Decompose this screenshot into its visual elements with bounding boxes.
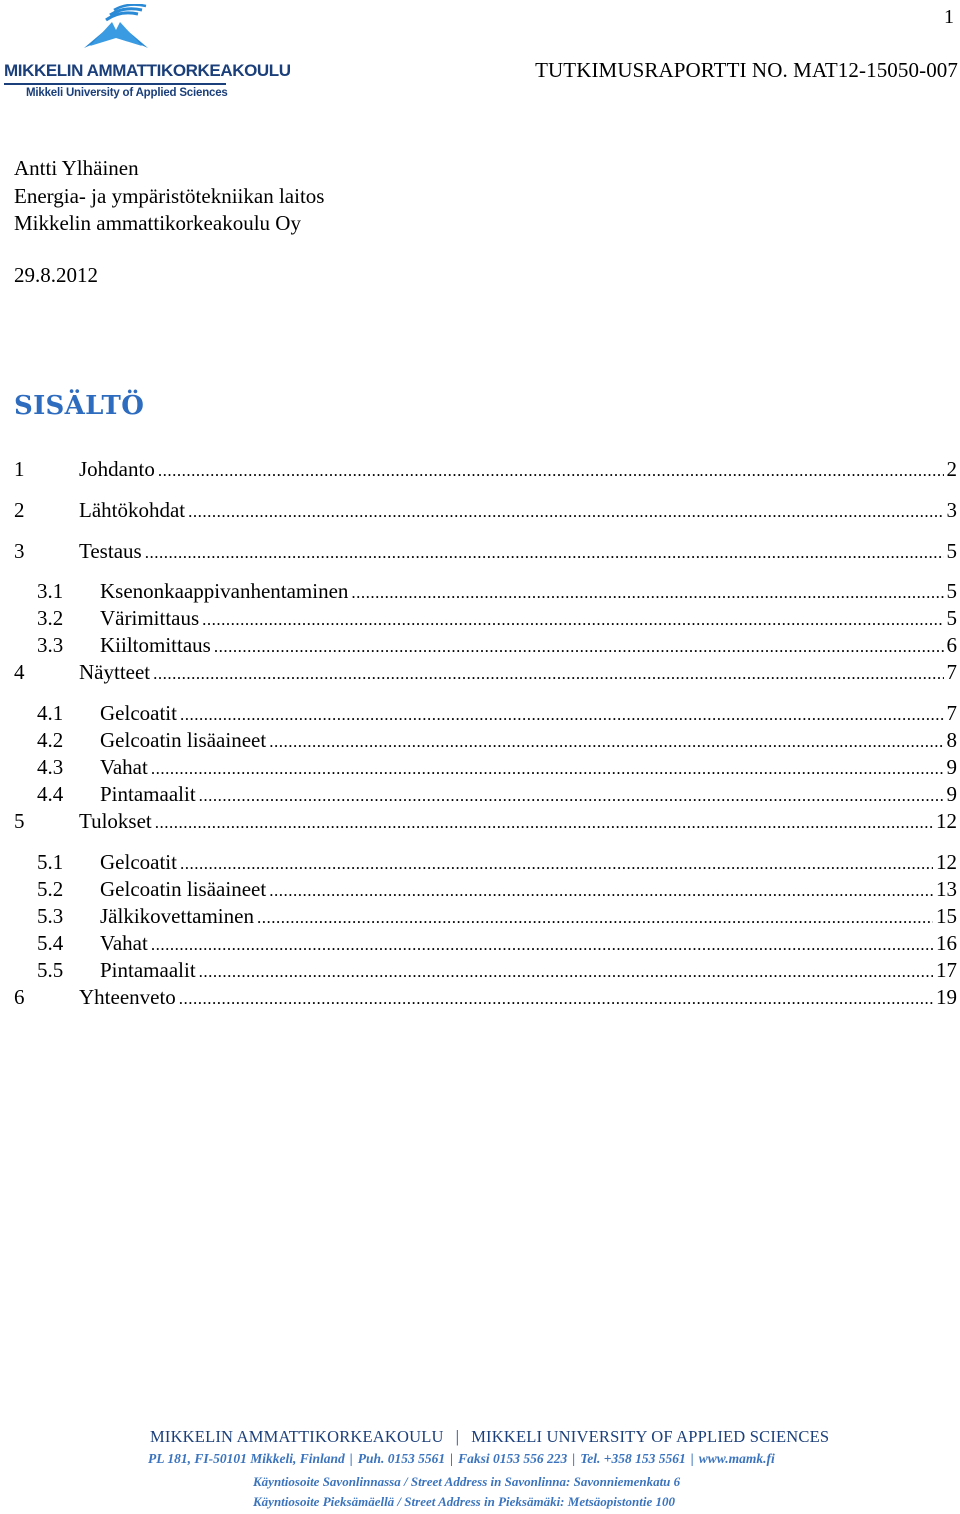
toc-entry-page: 5	[946, 579, 957, 603]
toc-entry-body	[79, 456, 957, 484]
toc-entry-title: Testaus	[79, 539, 142, 563]
toc-entry[interactable]	[0, 727, 960, 753]
footer-name-fi: MIKKELIN AMMATTIKORKEAKOULU	[150, 1427, 444, 1446]
toc-dot-leader	[269, 878, 933, 904]
toc-entry-body	[100, 605, 957, 633]
toc-entry-page: 16	[936, 931, 957, 955]
toc-heading: SISÄLTÖ	[14, 391, 145, 421]
logo-divider	[4, 83, 226, 85]
footer-tel: Tel. +358 153 5561	[580, 1451, 686, 1466]
footer-address-pieksamaki: Käyntiosoite Pieksämäellä / Street Address in Pieksämäki: Metsäopistontie 100	[253, 1494, 676, 1509]
toc-entry-title: Lähtökohdat	[79, 498, 186, 522]
toc-entry-title: Jälkikovettaminen	[100, 904, 254, 928]
toc-dot-leader	[158, 458, 944, 484]
toc-entry-number: 5.3	[37, 904, 64, 928]
toc-dot-leader	[151, 932, 933, 958]
footer-postal-address: PL 181, FI-50101 Mikkeli, Finland	[148, 1451, 345, 1466]
toc-entry-body	[79, 497, 957, 525]
footer-name-en: MIKKELI UNIVERSITY OF APPLIED SCIENCES	[471, 1427, 830, 1446]
toc-dot-leader	[155, 810, 933, 836]
toc-entry-title: Tulokset	[79, 809, 152, 833]
toc-dot-leader	[257, 905, 933, 931]
toc-entry[interactable]	[0, 605, 960, 631]
toc-entry-page: 15	[936, 904, 957, 928]
footer-web-link[interactable]: www.mamk.fi	[698, 1451, 775, 1466]
toc-entry-title: Yhteenveto	[79, 985, 176, 1009]
toc-entry-body	[100, 700, 957, 728]
footer-contact-line: PL 181, FI-50101 Mikkeli, Finland | Puh. 0153 5561 | Faksi 0153 556 223 | Tel. +358 153 5561 | www.mamk.fi	[148, 1451, 775, 1466]
toc-entry-page: 2	[946, 457, 957, 481]
author-name: Antti Ylhäinen	[14, 156, 139, 180]
document-date: 29.8.2012	[14, 263, 98, 287]
page-number: 1	[944, 6, 954, 28]
toc-entry-body	[100, 876, 957, 904]
toc-entry-number: 5.2	[37, 877, 64, 901]
toc-entry-page: 17	[936, 958, 957, 982]
toc-dot-leader	[151, 756, 944, 782]
toc-entry-page: 6	[946, 633, 957, 657]
toc-entry-body	[79, 984, 957, 1012]
toc-entry-title: Gelcoatit	[100, 701, 177, 725]
toc-entry[interactable]	[0, 456, 960, 482]
toc-entry-page: 8	[946, 728, 957, 752]
toc-entry-number: 3.2	[37, 606, 64, 630]
toc-entry-number: 3.1	[37, 579, 64, 603]
toc-entry[interactable]	[0, 754, 960, 780]
toc-entry-title: Gelcoatin lisäaineet	[100, 877, 267, 901]
toc-entry-body	[100, 903, 957, 931]
toc-entry[interactable]	[0, 497, 960, 523]
footer-phone: Puh. 0153 5561	[357, 1451, 446, 1466]
toc-entry[interactable]	[0, 632, 960, 658]
toc-entry-title: Johdanto	[79, 457, 155, 481]
toc-entry-number: 5	[14, 809, 25, 833]
toc-dot-leader	[269, 729, 943, 755]
toc-entry-body	[100, 781, 957, 809]
toc-entry[interactable]	[0, 903, 960, 929]
footer-address-savonlinna: Käyntiosoite Savonlinnassa / Street Address in Savonlinna: Savonniemenkatu 6	[253, 1474, 681, 1489]
toc-entry-page: 12	[936, 809, 957, 833]
toc-entry-number: 4.3	[37, 755, 64, 779]
author-department: Energia- ja ympäristötekniikan laitos	[14, 183, 325, 208]
toc-entry-page: 7	[946, 701, 957, 725]
logo-subtitle: Mikkeli University of Applied Sciences	[26, 87, 228, 99]
toc-entry-body	[79, 659, 957, 687]
toc-entry-page: 5	[946, 539, 957, 563]
toc-entry-number: 5.1	[37, 850, 64, 874]
report-number: TUTKIMUSRAPORTTI NO. MAT12-15050-007	[535, 58, 958, 82]
toc-entry-body	[100, 727, 957, 755]
toc-entry-body	[79, 808, 957, 836]
toc-entry-page: 5	[946, 606, 957, 630]
toc-entry[interactable]	[0, 957, 960, 983]
toc-entry-number: 4.2	[37, 728, 64, 752]
toc-entry[interactable]	[0, 808, 960, 834]
author-organization: Mikkelin ammattikorkeakoulu Oy	[14, 211, 301, 235]
toc-dot-leader	[214, 634, 944, 660]
toc-dot-leader	[199, 783, 944, 809]
book-wave-logo-icon	[76, 4, 156, 54]
toc-entry-body	[100, 849, 957, 877]
toc-entry-title: Kiiltomittaus	[100, 633, 211, 657]
toc-entry-title: Värimittaus	[100, 606, 200, 630]
toc-entry-number: 5.5	[37, 958, 64, 982]
toc-dot-leader	[145, 540, 944, 566]
toc-entry-body	[100, 578, 957, 606]
toc-entry-page: 13	[936, 877, 957, 901]
toc-dot-leader	[351, 580, 943, 606]
toc-dot-leader	[199, 959, 933, 985]
toc-entry[interactable]	[0, 984, 960, 1010]
toc-entry-number: 4	[14, 660, 25, 684]
toc-entry-body	[100, 632, 957, 660]
mamk-logo	[4, 4, 291, 100]
toc-entry-title: Vahat	[100, 931, 148, 955]
toc-entry-page: 9	[946, 782, 957, 806]
toc-entry-body	[100, 930, 957, 958]
toc-dot-leader	[202, 607, 943, 633]
toc-entry-body	[100, 957, 957, 985]
footer-separator: |	[455, 1427, 460, 1446]
toc-entry-page: 9	[946, 755, 957, 779]
toc-entry-page: 19	[936, 985, 957, 1009]
toc-entry[interactable]	[0, 700, 960, 726]
toc-entry-number: 2	[14, 498, 25, 522]
toc-entry-title: Pintamaalit	[100, 782, 196, 806]
toc-entry-number: 1	[14, 457, 25, 481]
toc-entry-title: Vahat	[100, 755, 148, 779]
toc-entry-title: Gelcoatin lisäaineet	[100, 728, 267, 752]
toc-entry[interactable]	[0, 659, 960, 685]
toc-entry[interactable]	[0, 930, 960, 956]
toc-dot-leader	[180, 851, 933, 877]
toc-dot-leader	[188, 499, 943, 525]
toc-dot-leader	[179, 986, 933, 1012]
toc-entry-number: 4.1	[37, 701, 64, 725]
toc-entry[interactable]	[0, 538, 960, 564]
toc-entry-title: Pintamaalit	[100, 958, 196, 982]
toc-entry[interactable]	[0, 781, 960, 807]
author-block	[14, 155, 324, 238]
logo-name: MIKKELIN AMMATTIKORKEAKOULU	[4, 61, 291, 80]
toc-entry-body	[100, 754, 957, 782]
toc-dot-leader	[153, 661, 943, 687]
toc-entry-page: 3	[946, 498, 957, 522]
toc-entry[interactable]	[0, 876, 960, 902]
toc-entry-title: Ksenonkaappivanhentaminen	[100, 579, 349, 603]
toc-entry-number: 3.3	[37, 633, 64, 657]
toc-entry-body	[79, 538, 957, 566]
footer-institution-names	[150, 1427, 829, 1447]
toc-entry-page: 7	[946, 660, 957, 684]
toc-entry-number: 5.4	[37, 931, 64, 955]
footer-fax: Faksi 0153 556 223	[458, 1451, 568, 1466]
toc-entry-page: 12	[936, 850, 957, 874]
toc-entry-number: 4.4	[37, 782, 64, 806]
toc-entry-number: 3	[14, 539, 25, 563]
toc-entry[interactable]	[0, 849, 960, 875]
toc-entry-number: 6	[14, 985, 25, 1009]
toc-entry[interactable]	[0, 578, 960, 604]
toc-entry-title: Näytteet	[79, 660, 151, 684]
toc-entry-title: Gelcoatit	[100, 850, 177, 874]
toc-dot-leader	[180, 702, 944, 728]
